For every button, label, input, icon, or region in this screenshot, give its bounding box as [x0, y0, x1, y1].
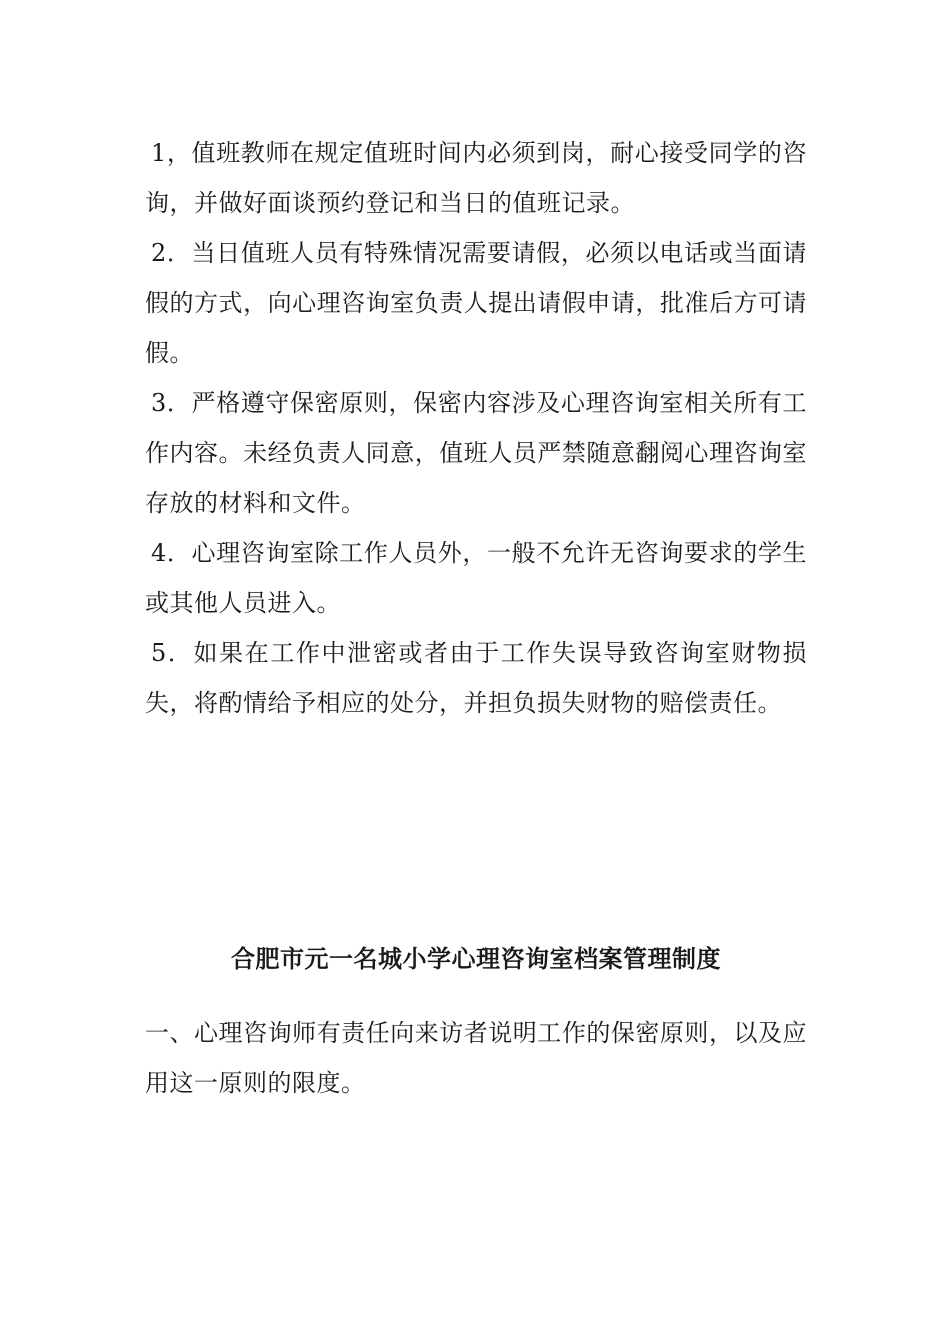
rule-item-1: 1，值班教师在规定值班时间内必须到岗，耐心接受同学的咨询，并做好面谈预约登记和当日的值班记录。	[145, 139, 807, 217]
rule-item-2: 2．当日值班人员有特殊情况需要请假，必须以电话或当面请假的方式，向心理咨询室负责人提出请假申请，批准后方可请假。	[145, 239, 807, 367]
duty-rules-list	[145, 128, 807, 728]
archive-policy-title: 合肥市元一名城小学心理咨询室档案管理制度	[231, 944, 721, 973]
rule-item-3: 3．严格遵守保密原则，保密内容涉及心理咨询室相关所有工作内容。未经负责人同意，值班人员严禁随意翻阅心理咨询室存放的材料和文件。	[145, 389, 807, 517]
archive-item-1: 一、心理咨询师有责任向来访者说明工作的保密原则，以及应用这一原则的限度。	[145, 1019, 807, 1097]
rule-item-4: 4．心理咨询室除工作人员外，一般不允许无咨询要求的学生或其他人员进入。	[145, 539, 807, 617]
rule-item-5: 5．如果在工作中泄密或者由于工作失误导致咨询室财物损失，将酌情给予相应的处分，并担负损失财物的赔偿责任。	[145, 639, 807, 717]
archive-policy-section	[145, 1008, 807, 1108]
